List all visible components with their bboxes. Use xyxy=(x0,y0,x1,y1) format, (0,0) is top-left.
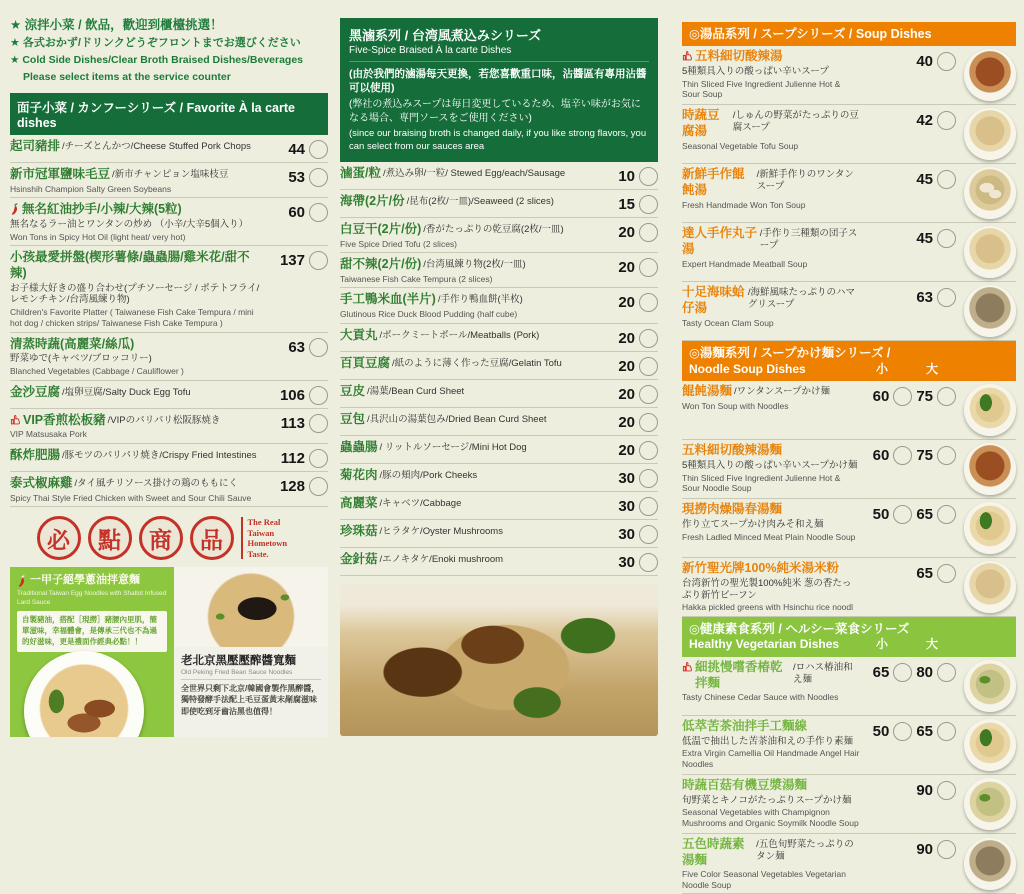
dish-name-en: Seasonal Vegetable Tofu Soup xyxy=(682,140,799,151)
price: 128 xyxy=(279,477,305,495)
dish-photo xyxy=(964,561,1016,613)
price: 90 xyxy=(916,781,933,799)
dish-photo xyxy=(964,778,1016,830)
dish-name: 新竹聖光牌100%純米湯米粉 xyxy=(682,561,839,576)
order-circle[interactable] xyxy=(639,525,658,544)
menu-item xyxy=(682,282,1016,341)
order-circle[interactable] xyxy=(639,258,658,277)
dish-name: 百頁豆腐 xyxy=(340,355,391,370)
dish-name-alt: /ロハス椿油和え麺 xyxy=(792,661,853,685)
order-circle[interactable] xyxy=(639,357,658,376)
dish-name: 海帶(2片/份 xyxy=(340,193,405,208)
menu-item xyxy=(10,472,328,507)
price: 20 xyxy=(618,441,635,459)
thumb-up-icon xyxy=(682,660,693,672)
chili-icon xyxy=(17,574,27,588)
section-title: ◎湯麵系列 / スープかけ麺シリーズ / xyxy=(689,346,891,361)
middle-column xyxy=(340,0,658,736)
menu-item xyxy=(682,440,1016,499)
order-circle[interactable] xyxy=(639,553,658,572)
menu-item xyxy=(682,46,1016,105)
price: 20 xyxy=(618,329,635,347)
dish-name-alt: /新市チャンピョン塩味枝豆 xyxy=(112,168,229,180)
menu-item xyxy=(10,333,328,381)
dish-name-en: Extra Virgin Camellia Oil Handmade Angel Hair Noodles xyxy=(682,748,860,770)
dish-name-en: Glutinous Rice Duck Blood Pudding (half cube) xyxy=(340,309,518,320)
menu-item xyxy=(682,775,1016,834)
price: 113 xyxy=(280,414,305,432)
section-title: ◎健康素食系列 / ヘルシー菜食シリーズ xyxy=(689,622,910,637)
dish-name-alt: /台湾風練り物(2枚/一皿) xyxy=(423,259,526,271)
dish-name-en: Blanched Vegetables (Cabbage / Cauliflower ) xyxy=(10,366,184,377)
menu-item xyxy=(10,198,328,246)
dish-name-alt: /香がたっぷりの乾豆腐(2枚/一皿) xyxy=(423,223,564,235)
order-circle[interactable] xyxy=(639,441,658,460)
price: 10 xyxy=(618,167,635,185)
price: 20 xyxy=(618,259,635,277)
dish-name-en: Seasonal Vegetables with Champignon Mushrooms and Organic Soymilk Noodle Soup xyxy=(682,807,859,829)
dish-name-alt: /タイ風チリソース掛けの鶏のももにく xyxy=(74,477,238,489)
noodle-dish-photo xyxy=(174,567,328,647)
price: 106 xyxy=(279,386,305,404)
dish-name-alt: /豚モツのパリパリ焼き/Crispy Fried Intestines xyxy=(62,449,257,461)
price: 60 xyxy=(288,204,305,222)
menu-item xyxy=(682,834,1016,894)
dish-name: 大貢丸 xyxy=(340,327,378,342)
section-note-en: (since our braising broth is changed daily, if you like strong flavors, you can select from our sauces area xyxy=(349,128,647,153)
price-large: 65 xyxy=(916,506,933,524)
promo-cards xyxy=(10,567,328,737)
price-small: 60 xyxy=(872,447,890,465)
dish-name-en: Taiwanese Fish Cake Tempura (2 slices) xyxy=(340,273,493,284)
dish-name: 餛飩湯麵 xyxy=(682,384,733,399)
dish-name: 金針菇 xyxy=(340,551,378,566)
menu-item xyxy=(340,436,658,464)
menu-item xyxy=(682,716,1016,775)
promo-description: 自製豬油，搭配［現撈］豬腰內里肌，簡單滋味，幸福體會，是傳承三代也不為過的好滋味，更是禮面作經典必點！！ xyxy=(17,611,167,652)
order-circle[interactable] xyxy=(639,385,658,404)
order-circle[interactable] xyxy=(937,781,956,800)
promo-subtitle: Traditional Taiwan Egg Noodles with Shallot Infused Lard Sauce xyxy=(17,590,167,606)
dish-name: 珍珠菇 xyxy=(340,523,378,538)
order-circle[interactable] xyxy=(309,140,328,159)
dish-name: 清蒸時蔬(高麗菜/絲瓜) xyxy=(10,336,135,351)
dish-photo xyxy=(964,167,1016,219)
dish-name-jp: 低温で抽出した苦茶油和えの手作り素麺 xyxy=(682,735,854,747)
order-circle[interactable] xyxy=(309,477,328,496)
menu-item xyxy=(10,381,328,409)
order-circle-small[interactable] xyxy=(893,505,912,524)
menu-item xyxy=(340,218,658,253)
service-notes xyxy=(10,16,328,85)
dish-name: 現撈肉燥陽春湯麵 xyxy=(682,502,783,517)
dish-photo xyxy=(964,443,1016,495)
dish-name-jp: 5種類具入りの酸っぱい辛いスープかけ麺 xyxy=(682,459,858,471)
dish-name: 十足海味蛤仔湯 xyxy=(682,285,745,315)
dish-name-jp: お子様大好きの盛り合わせ(プチソーセージ / ポテトフライ/レモンチキン/台湾風練り物) xyxy=(10,282,260,306)
order-circle-small[interactable] xyxy=(893,663,912,682)
price-small: 50 xyxy=(872,722,890,740)
dish-photo xyxy=(964,49,1016,101)
order-circle-small[interactable] xyxy=(893,387,912,406)
dish-name-alt: /手作り鴨血餅(半枚) xyxy=(437,294,523,306)
order-circle-large[interactable] xyxy=(937,722,956,741)
menu-item xyxy=(682,499,1016,558)
order-circle[interactable] xyxy=(937,229,956,248)
promo-card-peking-noodles xyxy=(174,567,328,737)
dish-name-alt: /湯葉/Bean Curd Sheet xyxy=(367,385,465,397)
dish-name-en: Hakka pickled greens with Hsinchu rice noodl xyxy=(682,602,854,613)
section-title: 黑滷系列 / 台湾風煮込みシリーズ xyxy=(349,28,542,43)
dish-name-jp: 無名なるラー油とワンタンの炒め （小辛/大辛5個入り） xyxy=(10,218,249,230)
noodle-bowl-photo xyxy=(24,651,144,737)
dish-name-en: Children's Favorite Platter ( Taiwanese Fish Cake Tempura / mini hot dog / chicken strips/ Taiwanese Fish Cake Tempura ) xyxy=(10,307,254,328)
order-circle[interactable] xyxy=(309,414,328,433)
dish-name-alt: /海鮮風味たっぷりのハマグリスープ xyxy=(747,287,856,311)
dish-name-jp: 野菜ゆで(キャベツ/ブロッコリー) xyxy=(10,353,152,365)
dish-name-alt: /しゅんの野菜がたっぷりの豆腐スープ xyxy=(732,110,859,134)
dish-name: 滷蛋/粒 xyxy=(340,165,381,180)
dish-name: 時蔬百菇有機豆漿湯麵 xyxy=(682,777,808,792)
dish-name-en: Five Spice Dried Tofu (2 slices) xyxy=(340,238,457,249)
stamp-caption: The Real Taiwan Hometown Taste. xyxy=(241,517,302,560)
menu-item xyxy=(10,135,328,163)
order-circle[interactable] xyxy=(639,497,658,516)
dish-name-alt: /紙のように薄く作った豆腐/Gelatin Tofu xyxy=(392,357,562,369)
dish-name-alt: /新鮮手作りのワンタンスープ xyxy=(756,169,854,193)
price-small: 60 xyxy=(872,388,890,406)
dish-photo xyxy=(964,502,1016,554)
promo-description: 全世界只剩下北京/韓國會製作黑醡醬，獨特發酵手法配上毛豆蛋黃末剮腐滋味即使吃到牙齒沾黑也值得！ xyxy=(181,684,320,716)
order-circle[interactable] xyxy=(309,386,328,405)
order-circle[interactable] xyxy=(639,293,658,312)
price: 63 xyxy=(288,338,305,356)
menu-item xyxy=(340,352,658,380)
dish-name-alt: /キャベツ/Cabbage xyxy=(379,497,462,509)
note-en: ★ Cold Side Dishes/Clear Broth Braised Dishes/Beverages xyxy=(10,54,304,67)
order-circle-large[interactable] xyxy=(937,387,956,406)
order-circle[interactable] xyxy=(937,52,956,71)
menu-item xyxy=(10,163,328,198)
must-order-stamps xyxy=(10,516,328,560)
stamp-character: 商 xyxy=(139,516,183,560)
menu-item xyxy=(682,164,1016,223)
menu-item xyxy=(340,520,658,548)
menu-item xyxy=(340,548,658,576)
price: 42 xyxy=(916,112,933,130)
order-circle[interactable] xyxy=(937,111,956,130)
section-header-vegetarian xyxy=(682,617,1016,657)
dish-name-jp: 台湾新竹の聖光製100%純米 葱の香たっぷり新竹ビーフン xyxy=(682,577,852,601)
section-note-zh: (由於我們的滷湯每天更換，若您喜歡重口味，沾醬區有專用沾醬可以使用) xyxy=(349,68,647,95)
order-circle-large[interactable] xyxy=(937,505,956,524)
stamp-character: 點 xyxy=(88,516,132,560)
dish-photo xyxy=(964,719,1016,771)
section-title: ◎湯品系列 / スープシリーズ / Soup Dishes xyxy=(689,27,932,41)
order-circle[interactable] xyxy=(937,840,956,859)
promo-title: 老北京黑壓壓醡醬寬麵 xyxy=(181,655,296,668)
dish-name: 豆皮 xyxy=(340,383,366,398)
order-circle-large[interactable] xyxy=(937,663,956,682)
dish-name: 新鮮手作餛飩湯 xyxy=(682,167,745,197)
dish-name-alt: /ヒラタケ/Oyster Mushrooms xyxy=(379,525,503,537)
price: 45 xyxy=(916,230,933,248)
price: 65 xyxy=(916,565,933,583)
price: 20 xyxy=(618,385,635,403)
section-title-en: Noodle Soup Dishes xyxy=(689,361,806,376)
dish-name: 甜不辣(2片/份) xyxy=(340,257,422,272)
dish-name-alt: /ポークミートボール/Meatballs (Pork) xyxy=(379,329,540,341)
price: 45 xyxy=(916,171,933,189)
section-note-jp: (弊社の煮込みスープは毎日変更しているため、塩辛い味がお気になる場合、専門ソースをご使用ください) xyxy=(349,99,641,124)
menu-item xyxy=(10,444,328,472)
dish-photo xyxy=(964,226,1016,278)
menu-item xyxy=(340,253,658,288)
dish-photo xyxy=(964,285,1016,337)
right-column xyxy=(682,0,1016,894)
price: 20 xyxy=(618,413,635,431)
dish-name-alt: /五色旬野菜たっぷりのタン麺 xyxy=(756,838,854,862)
section-header-braised xyxy=(340,18,658,162)
dish-name: 五色時蔬素湯麵 xyxy=(682,836,745,867)
order-circle[interactable] xyxy=(309,251,328,270)
dish-name-alt: /昆布(2枚/一皿)/Seaweed (2 slices) xyxy=(406,195,554,207)
menu-item xyxy=(340,492,658,520)
dish-name-en: VIP Matsusaka Pork xyxy=(10,429,87,440)
dish-name-alt: /塩卵豆腐/Salty Duck Egg Tofu xyxy=(62,386,191,398)
dish-name-en: Hsinshih Champion Salty Green Soybeans xyxy=(10,183,172,194)
menu-item xyxy=(340,190,658,218)
dish-name: 蟲蟲腸 xyxy=(340,439,378,454)
price: 30 xyxy=(618,553,635,571)
dish-name-jp: 作り立てスープかけ肉みそ和え麺 xyxy=(682,518,824,530)
order-circle[interactable] xyxy=(639,329,658,348)
order-circle[interactable] xyxy=(639,223,658,242)
price: 30 xyxy=(618,525,635,543)
dish-name: 五料細切酸辣湯麵 xyxy=(682,443,783,458)
price: 53 xyxy=(288,168,305,186)
menu-item xyxy=(682,558,1016,617)
chili-icon xyxy=(10,202,20,216)
dish-name-en: Thin Sliced Five Ingredient Julienne Hot & Sour Noodle Soup xyxy=(682,472,841,494)
price: 112 xyxy=(280,449,305,467)
price-small: 65 xyxy=(872,663,890,681)
menu-item xyxy=(682,381,1016,440)
order-circle[interactable] xyxy=(639,413,658,432)
menu-item xyxy=(682,657,1016,716)
note-jp: ★ 各式おかず/ドリンクどうぞフロントまでお選びください xyxy=(10,37,301,50)
size-large-label: 大 xyxy=(925,637,938,652)
dish-name: 菊花肉 xyxy=(340,467,378,482)
order-circle[interactable] xyxy=(937,288,956,307)
order-circle[interactable] xyxy=(309,449,328,468)
order-circle[interactable] xyxy=(309,168,328,187)
dish-name: 白豆干(2片/份) xyxy=(340,221,422,236)
menu-item xyxy=(682,105,1016,164)
section-title-en: Healthy Vegetarian Dishes xyxy=(689,637,840,652)
dish-name: 小孩最愛拼盤(楔形薯條/蟲蟲腸/雞米花/甜不辣) xyxy=(10,250,250,280)
dish-name: 新市冠軍鹽味毛豆 xyxy=(10,166,111,181)
price-large: 65 xyxy=(916,722,933,740)
dish-photo xyxy=(964,660,1016,712)
dish-name: 酥炸肥腸 xyxy=(10,447,61,462)
dish-name: 高麗菜 xyxy=(340,495,378,510)
dish-name-en: Thin Sliced Five Ingredient Julienne Hot & Sour Soup xyxy=(682,78,841,100)
dish-name: 泰式椒麻雞 xyxy=(10,475,73,490)
order-circle-small[interactable] xyxy=(893,446,912,465)
dish-name-en: Fresh Ladled Minced Meat Plain Noodle Soup xyxy=(682,531,856,542)
section-header-favorites: 面子小菜 / カンフーシリーズ / Favorite À la carte dishes xyxy=(10,93,328,135)
order-circle[interactable] xyxy=(937,170,956,189)
section-title-en: Five-Spice Braised À la carte Dishes xyxy=(349,45,649,62)
dish-name-alt: /手作り三種類の団子スープ xyxy=(759,228,858,252)
order-circle[interactable] xyxy=(309,203,328,222)
dish-name: 無名紅油抄手/小辣/大辣(5粒) xyxy=(22,202,182,217)
dish-name: 手工鴨米血(半片) xyxy=(340,292,436,307)
dish-name-en: Spicy Thai Style Fried Chicken with Sweet and Sour Chili Sauve xyxy=(10,492,252,503)
price-large: 75 xyxy=(916,388,933,406)
price: 44 xyxy=(288,140,305,158)
menu-item xyxy=(10,246,328,332)
size-large-label: 大 xyxy=(925,361,938,376)
dish-name-alt: /エノキタケ/Enoki mushroom xyxy=(379,553,504,565)
dish-name-alt: /豚の頬肉/Pork Cheeks xyxy=(379,469,478,481)
price: 63 xyxy=(916,289,933,307)
dish-name-alt: /ワンタンスープかけ麺 xyxy=(734,386,831,398)
price: 15 xyxy=(618,195,635,213)
price: 20 xyxy=(618,294,635,312)
price: 30 xyxy=(618,497,635,515)
section-header-noodle-soup xyxy=(682,341,1016,381)
dish-name-en: Five Color Seasonal Vegetables Vegetarian Noodle Soup xyxy=(682,869,846,890)
order-circle[interactable] xyxy=(639,195,658,214)
menu-item xyxy=(340,408,658,436)
menu-item xyxy=(10,409,328,444)
dish-name: 低萃苦茶油拌手工麵線 xyxy=(682,718,808,733)
dish-name: 金沙豆腐 xyxy=(10,384,61,399)
dish-photo xyxy=(964,838,1016,890)
dish-photo xyxy=(964,384,1016,436)
size-small-label: 小 xyxy=(875,637,888,652)
dish-name: 細挑慢嚐香椿乾拌麵 xyxy=(695,659,783,690)
dish-name-alt: /VIPのパリパリ松阪豚焼き xyxy=(107,414,221,426)
dish-name: VIP香煎松板豬 xyxy=(23,412,106,427)
dish-name-alt: / リットルソーセージ/Mini Hot Dog xyxy=(379,441,527,453)
braised-dishes-photo xyxy=(340,584,658,736)
price: 20 xyxy=(618,357,635,375)
price: 20 xyxy=(618,223,635,241)
dish-name-jp: 旬野菜とキノコがたっぷりスープかけ麺 xyxy=(682,794,852,806)
menu-item xyxy=(340,162,658,190)
dish-name-en: Won Tons in Spicy Hot Oil (light heat/ very hot) xyxy=(10,231,186,242)
section-header-soup xyxy=(682,22,1016,46)
dish-name: 時蔬豆腐湯 xyxy=(682,108,720,138)
menu-item xyxy=(340,464,658,492)
dish-name: 起司豬排 xyxy=(10,138,61,153)
dish-name-jp: 5種類具入りの酸っぱい辛いスープ xyxy=(682,65,829,77)
order-circle-small[interactable] xyxy=(893,722,912,741)
dish-name-en: Tasty Ocean Clam Soup xyxy=(682,317,774,328)
dish-name-alt: /チーズとんかつ/Cheese Stuffed Pork Chops xyxy=(62,140,251,152)
size-small-label: 小 xyxy=(875,361,888,376)
price: 90 xyxy=(916,840,933,858)
dish-name: 達人手作丸子湯 xyxy=(682,226,758,256)
note-zh: ★ 涼拌小菜 / 飲品，歡迎到櫃檯挑選！ xyxy=(10,18,223,32)
order-circle[interactable] xyxy=(639,167,658,186)
menu-item xyxy=(682,223,1016,282)
promo-subtitle: Old Peking Fried Bean Sauce Noodles xyxy=(181,669,321,680)
dish-name-en: Expert Handmade Meatball Soup xyxy=(682,258,808,269)
price: 40 xyxy=(916,53,933,71)
dish-name-en: Tasty Chinese Cedar Sauce with Noodles xyxy=(682,692,839,703)
dish-name-alt: /具沢山の湯葉包み/Dried Bean Curd Sheet xyxy=(367,413,547,425)
note-en2: Please select items at the service counter xyxy=(23,70,231,83)
stamp-character: 必 xyxy=(37,516,81,560)
thumb-up-icon xyxy=(682,49,693,61)
promo-title: 一甲子絕學蔥油拌意麵 xyxy=(30,574,140,587)
left-column xyxy=(10,0,328,737)
price: 30 xyxy=(618,469,635,487)
order-circle[interactable] xyxy=(639,469,658,488)
stamp-character: 品 xyxy=(190,516,234,560)
order-circle[interactable] xyxy=(937,564,956,583)
price: 137 xyxy=(279,252,305,270)
dish-photo xyxy=(964,108,1016,160)
order-circle-large[interactable] xyxy=(937,446,956,465)
price-small: 50 xyxy=(872,506,890,524)
menu-item xyxy=(340,380,658,408)
thumb-up-icon xyxy=(10,413,21,425)
order-circle[interactable] xyxy=(309,338,328,357)
dish-name: 豆包 xyxy=(340,411,366,426)
dish-name-en: Fresh Handmade Won Ton Soup xyxy=(682,199,806,210)
menu-item xyxy=(340,324,658,352)
price-large: 80 xyxy=(916,663,933,681)
promo-card-shallot-noodles xyxy=(10,567,174,737)
dish-name-en: Won Ton Soup with Noodles xyxy=(682,400,789,411)
price-large: 75 xyxy=(916,447,933,465)
dish-name-alt: /煮込み卵/一粒/ Stewed Egg/each/Sausage xyxy=(382,167,566,179)
menu-item xyxy=(340,288,658,323)
dish-name: 五料細切酸辣湯 xyxy=(695,49,783,64)
